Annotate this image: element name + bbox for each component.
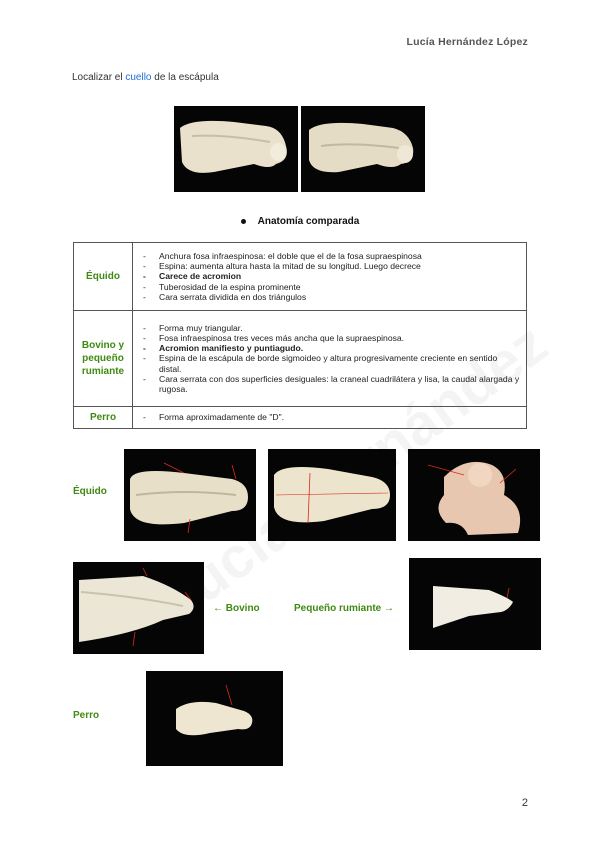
species-cell: Bovino y pequeño rumiante <box>74 311 133 407</box>
label-perro: Perro <box>73 710 100 721</box>
bullet-icon <box>241 219 246 224</box>
intro-post: de la escápula <box>151 72 219 83</box>
author-name: Lucía Hernández López <box>406 36 528 48</box>
intro-text <box>72 72 219 83</box>
table-row <box>74 311 527 407</box>
table-row <box>74 407 527 429</box>
scapula-photo-left <box>174 106 298 192</box>
label-rumiante: Pequeño rumiante → <box>294 603 395 614</box>
scapula-photo-right <box>301 106 425 192</box>
rumiante-photo <box>409 558 541 650</box>
trait-item: - Cara serrata con dos superficies desiguales: la craneal cuadrilátera y lisa, la caudal alargada y rugosa. <box>139 374 520 394</box>
intro-highlight: cuello <box>125 72 152 83</box>
trait-item: - Anchura fosa infraespinosa: el doble que el de la fosa supraespinosa <box>139 251 520 261</box>
intro-pre: Localizar el <box>72 72 126 83</box>
trait-item: - Carece de acromion <box>139 271 520 281</box>
trait-item: - Cara serrata dividida en dos triángulos <box>139 292 520 302</box>
section-title <box>0 216 600 227</box>
bovino-photo <box>73 562 204 654</box>
equido-photo-distal <box>408 449 540 541</box>
trait-item: - Forma muy triangular. <box>139 323 520 333</box>
traits-cell <box>133 311 527 407</box>
perro-photo <box>146 671 283 766</box>
trait-item: - Espina de la escápula de borde sigmoideo y altura progresivamente creciente en sentido distal. <box>139 353 520 373</box>
comparison-table <box>73 242 527 429</box>
trait-item: - Forma aproximadamente de "D". <box>139 412 520 422</box>
label-equido: Équido <box>73 486 107 497</box>
section-title-text: Anatomía comparada <box>257 216 360 227</box>
trait-item: - Tuberosidad de la espina prominente <box>139 282 520 292</box>
label-bovino: ← Bovino <box>213 603 260 614</box>
trait-item: - Espina: aumenta altura hasta la mitad de su longitud. Luego decrece <box>139 261 520 271</box>
trait-item: - Acromion manifiesto y puntiagudo. <box>139 343 520 353</box>
traits-cell <box>133 407 527 429</box>
species-cell: Équido <box>74 243 133 311</box>
page-number: 2 <box>521 797 528 809</box>
equido-photo-medial <box>268 449 396 541</box>
species-cell: Perro <box>74 407 133 429</box>
table-row <box>74 243 527 311</box>
trait-item: - Fosa infraespinosa tres veces más ancha que la supraespinosa. <box>139 333 520 343</box>
traits-cell <box>133 243 527 311</box>
equido-photo-lateral <box>124 449 256 541</box>
